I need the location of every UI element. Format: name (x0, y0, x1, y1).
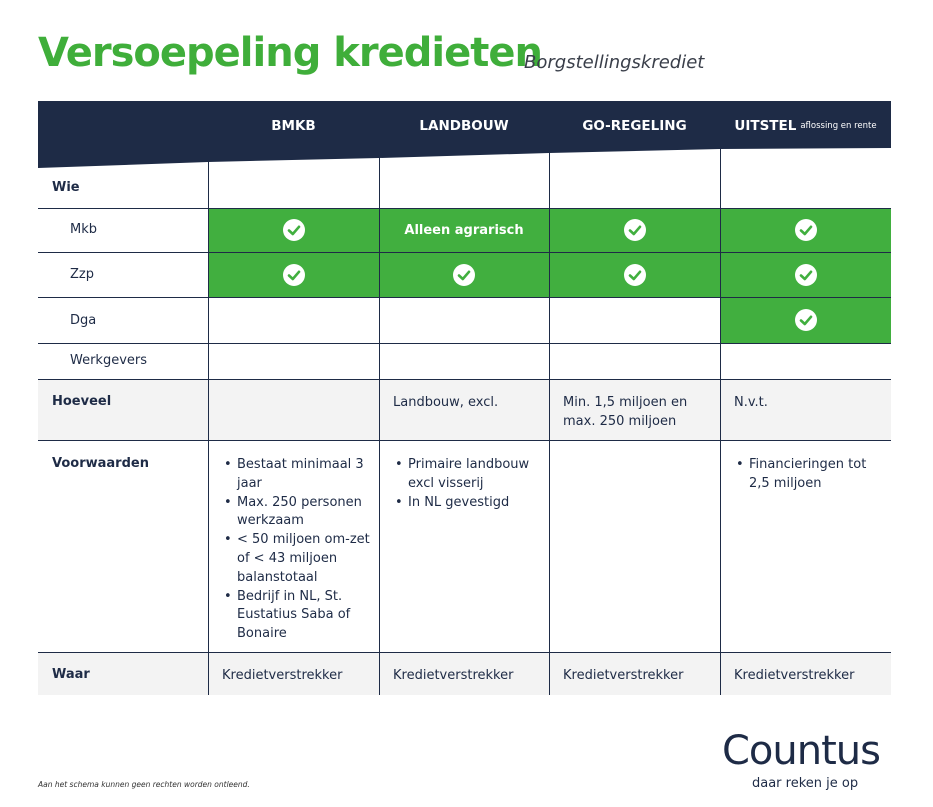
countus-logo: Countus (722, 728, 880, 774)
list-item: • In NL gevestigd (393, 494, 543, 513)
table-row-voorwaarden (38, 440, 891, 652)
voorwaarden-landbouw-list (393, 456, 543, 652)
check-icon (795, 219, 817, 241)
row-label-zzp: Zzp (70, 267, 94, 282)
row-label-dga: Dga (70, 313, 97, 328)
cell-mkb-bmkb (208, 208, 379, 252)
column-divider (208, 101, 209, 695)
row-label-werkgevers: Werkgevers (70, 353, 148, 368)
row-divider (38, 343, 891, 344)
row-divider (38, 297, 891, 298)
voorwaarden-uitstel-list (734, 456, 884, 652)
table-header (38, 101, 891, 169)
row-divider (38, 379, 891, 380)
cell-mkb-uitstel (720, 208, 891, 252)
list-item: • Max. 250 personen werkzaam (222, 494, 370, 532)
table-row-hoeveel (38, 379, 891, 440)
page-subtitle: Borgstellingskrediet (524, 52, 705, 73)
cell-mkb-landbouw (379, 208, 549, 252)
column-header-suffix: aflossing en rente (800, 121, 877, 131)
waar-bmkb: Kredietverstrekker (222, 668, 343, 683)
hoeveel-go-regeling: Min. 1,5 miljoen en max. 250 miljoen (563, 395, 688, 429)
column-header-landbouw (379, 101, 549, 151)
column-divider (379, 101, 380, 695)
row-label-waar: Waar (52, 667, 90, 682)
list-item: • Bedrijf in NL, St. Eustatius Saba of Bonaire (222, 588, 370, 644)
column-header-label: BMKB (271, 118, 316, 134)
cell-zzp-bmkb (208, 252, 379, 297)
row-label-mkb: Mkb (70, 222, 97, 237)
list-item: • Bestaat minimaal 3 jaar (222, 456, 370, 494)
row-label-hoeveel: Hoeveel (52, 394, 112, 409)
check-icon (624, 264, 646, 286)
logo-tagline: daar reken je op (752, 776, 859, 791)
list-item: • Financieringen tot 2,5 miljoen (734, 456, 884, 494)
footnote: Aan het schema kunnen geen rechten worden ontleend. (38, 780, 250, 789)
check-icon (795, 309, 817, 331)
row-divider (38, 208, 891, 209)
waar-uitstel: Kredietverstrekker (734, 668, 855, 683)
table-row-dga (38, 297, 891, 343)
voorwaarden-bmkb-list (222, 456, 370, 652)
row-label-wie: Wie (52, 180, 80, 195)
column-header-label: GO-REGELING (582, 118, 687, 134)
column-header-label: UITSTEL (734, 118, 797, 134)
waar-go-regeling: Kredietverstrekker (563, 668, 684, 683)
check-icon (624, 219, 646, 241)
table-row-zzp (38, 252, 891, 297)
table-row-waar (38, 652, 891, 695)
column-header-bmkb (208, 101, 379, 151)
page-title: Versoepeling kredieten (38, 30, 542, 76)
row-label-voorwaarden: Voorwaarden (52, 456, 149, 471)
list-item: • < 50 miljoen om-zet of < 43 miljoen balanstotaal (222, 531, 370, 587)
column-divider (549, 101, 550, 695)
hoeveel-landbouw: Landbouw, excl. (393, 395, 499, 410)
table-row-werkgevers (38, 343, 891, 379)
list-item: • Primaire landbouw excl visserij (393, 456, 543, 494)
cell-mkb-go-regeling (549, 208, 720, 252)
row-divider (38, 252, 891, 253)
check-icon (283, 264, 305, 286)
column-header-label: LANDBOUW (419, 118, 509, 134)
table-row-mkb (38, 208, 891, 252)
check-icon (453, 264, 475, 286)
table-row-wie (38, 168, 891, 208)
hoeveel-uitstel: N.v.t. (734, 395, 768, 410)
row-divider (38, 652, 891, 653)
cell-zzp-uitstel (720, 252, 891, 297)
column-divider (720, 101, 721, 695)
row-divider (38, 440, 891, 441)
column-header-go-regeling (549, 101, 720, 151)
cell-dga-uitstel (720, 297, 891, 343)
check-icon (283, 219, 305, 241)
cell-zzp-go-regeling (549, 252, 720, 297)
waar-landbouw: Kredietverstrekker (393, 668, 514, 683)
cell-zzp-landbouw (379, 252, 549, 297)
mkb-landbouw-text: Alleen agrarisch (404, 222, 524, 238)
column-header-uitstel (720, 101, 891, 151)
check-icon (795, 264, 817, 286)
